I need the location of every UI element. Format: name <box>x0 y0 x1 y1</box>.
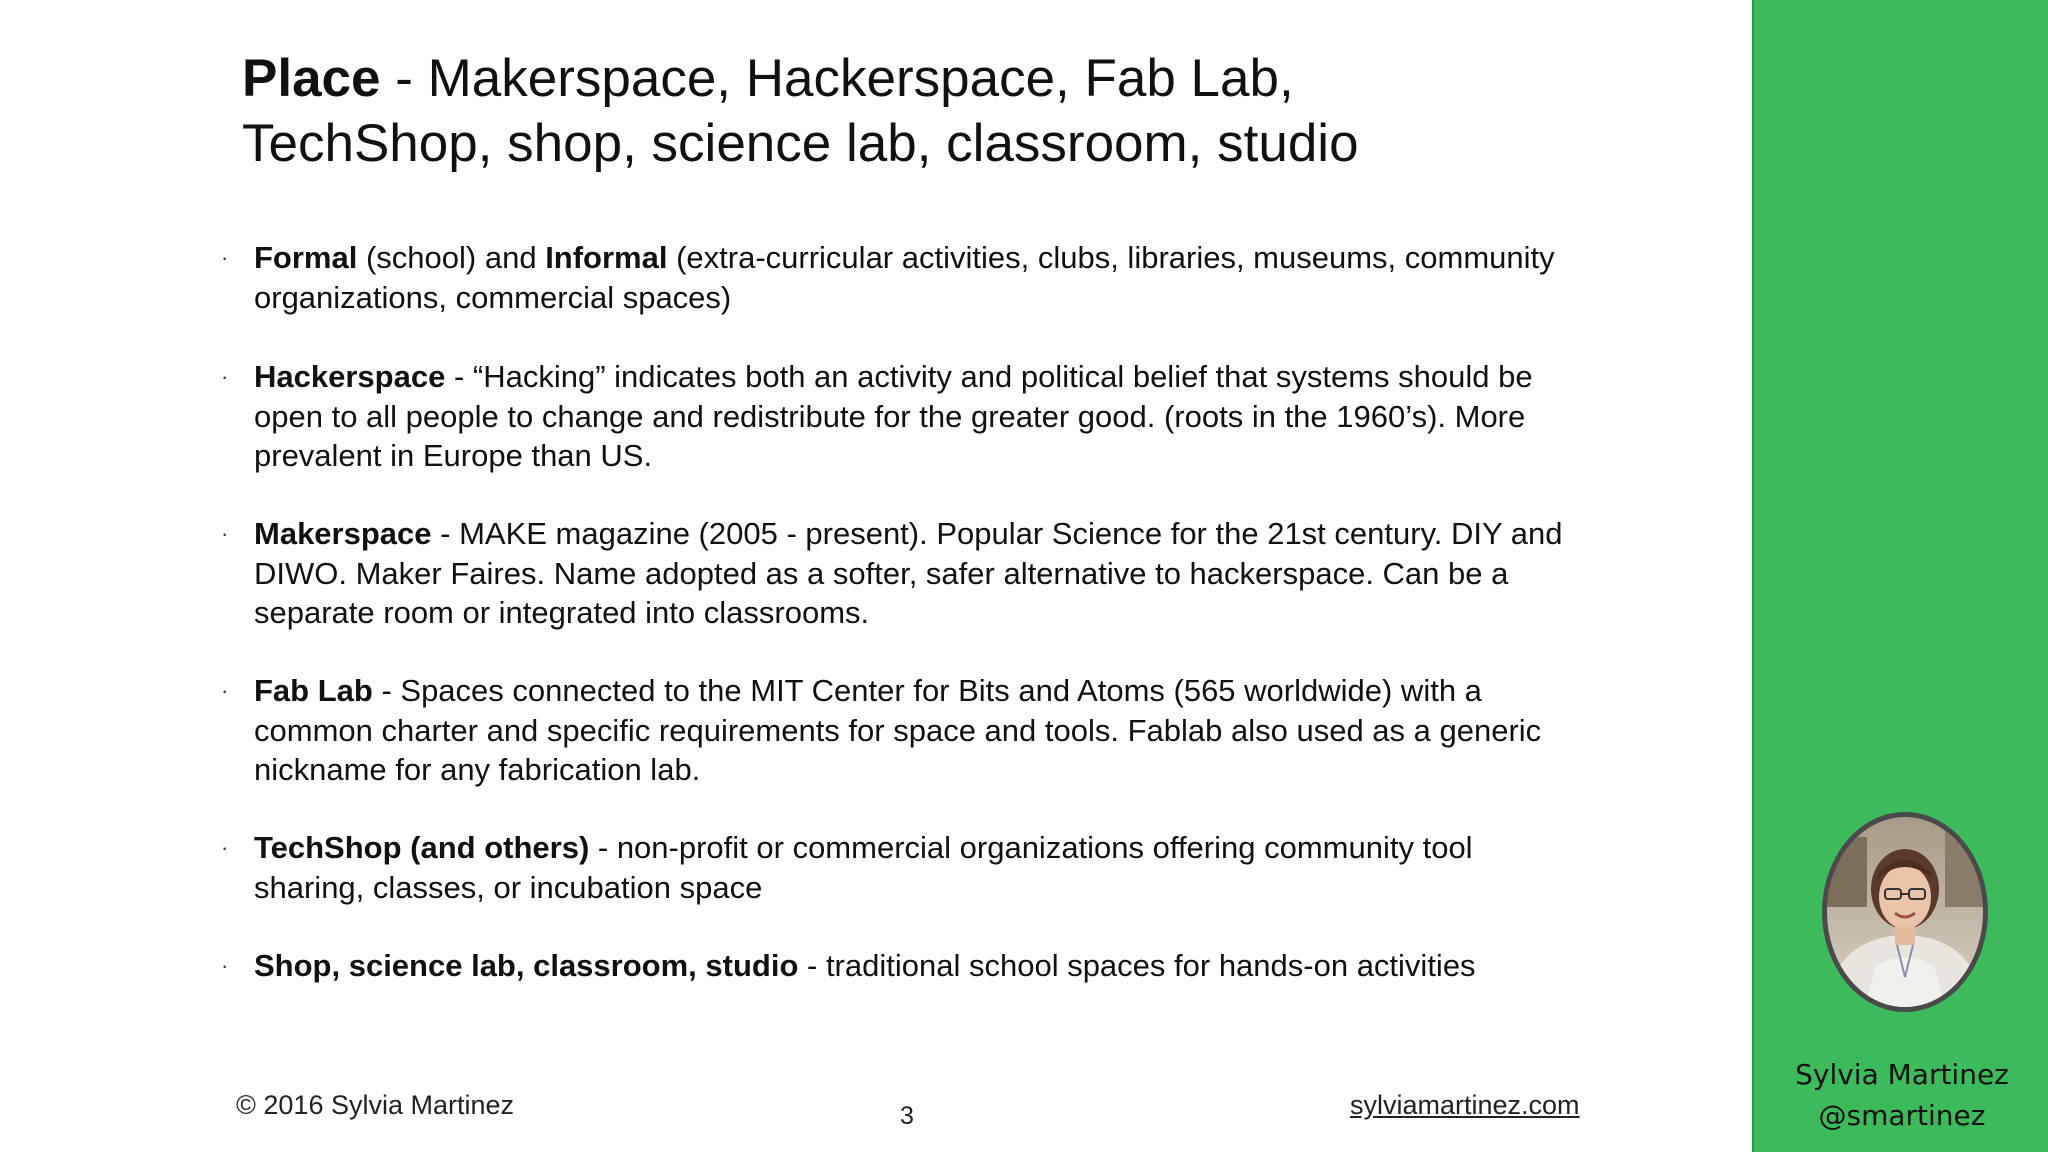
bullet-text: - Spaces connected to the MIT Center for Bits and Atoms (565 worldwide) with a common charter and specific requirements for space and tools. Fablab also used as a generic nickname for any fabrication lab. <box>254 673 1542 787</box>
bullet-term: Hackerspace <box>254 359 446 394</box>
presenter-photo-icon <box>1827 817 1983 1007</box>
presenter-avatar <box>1822 812 1988 1012</box>
bullet-text: - MAKE magazine (2005 - present). Popular Science for the 21st century. DIY and DIWO. Maker Faires. Name adopted as a softer, safer alternative to hackerspace. Can be a separate room or integrated into classrooms. <box>254 516 1563 630</box>
presenter-sidebar <box>1752 0 2048 1152</box>
title-line-2: TechShop, shop, science lab, classroom, studio <box>242 114 1359 173</box>
bullet-item <box>218 238 1578 317</box>
bullet-term-2: Informal <box>545 240 668 275</box>
page-number: 3 <box>900 1102 914 1130</box>
bullet-term: Fab Lab <box>254 673 373 708</box>
bullet-dot-icon: · <box>221 521 229 546</box>
bullet-item <box>218 946 1476 986</box>
bullet-term: Formal <box>254 240 358 275</box>
slide-title <box>242 46 1542 176</box>
bullet-dot-icon: · <box>221 835 229 860</box>
bullet-item <box>218 357 1578 476</box>
bullet-text: - “Hacking” indicates both an activity and political belief that systems should be open to all people to change and redistribute for the greater good. (roots in the 1960’s). More prevalent in Europe than US. <box>254 359 1533 473</box>
bullet-item <box>218 514 1578 633</box>
bullet-dot-icon: · <box>221 364 229 389</box>
presenter-name: Sylvia Martinez <box>1795 1058 2009 1091</box>
bullet-term: Makerspace <box>254 516 432 551</box>
bullet-text: - non-profit or commercial organizations offering community tool sharing, classes, or incubation space <box>254 830 1473 905</box>
title-bold: Place <box>242 49 381 108</box>
bullet-dot-icon: · <box>221 245 229 270</box>
bullet-dot-icon: · <box>221 678 229 703</box>
bullet-term: TechShop (and others) <box>254 830 590 865</box>
footer-website-link[interactable]: sylviamartinez.com <box>1350 1090 1580 1120</box>
bullet-text: - traditional school spaces for hands-on activities <box>798 948 1476 983</box>
title-rest: - Makerspace, Hackerspace, Fab Lab, <box>380 49 1294 108</box>
presenter-handle: @smartinez <box>1818 1099 1986 1132</box>
bullet-text-2: (extra-curricular activities, clubs, libraries, museums, community organizations, commercial spaces) <box>254 240 1555 315</box>
bullet-text: (school) and <box>357 240 546 275</box>
bullet-item <box>218 671 1578 790</box>
bullet-term: Shop, science lab, classroom, studio <box>254 948 799 983</box>
bullet-item <box>218 828 1578 907</box>
bullet-dot-icon: · <box>221 953 229 978</box>
footer-copyright: © 2016 Sylvia Martinez <box>236 1090 515 1120</box>
